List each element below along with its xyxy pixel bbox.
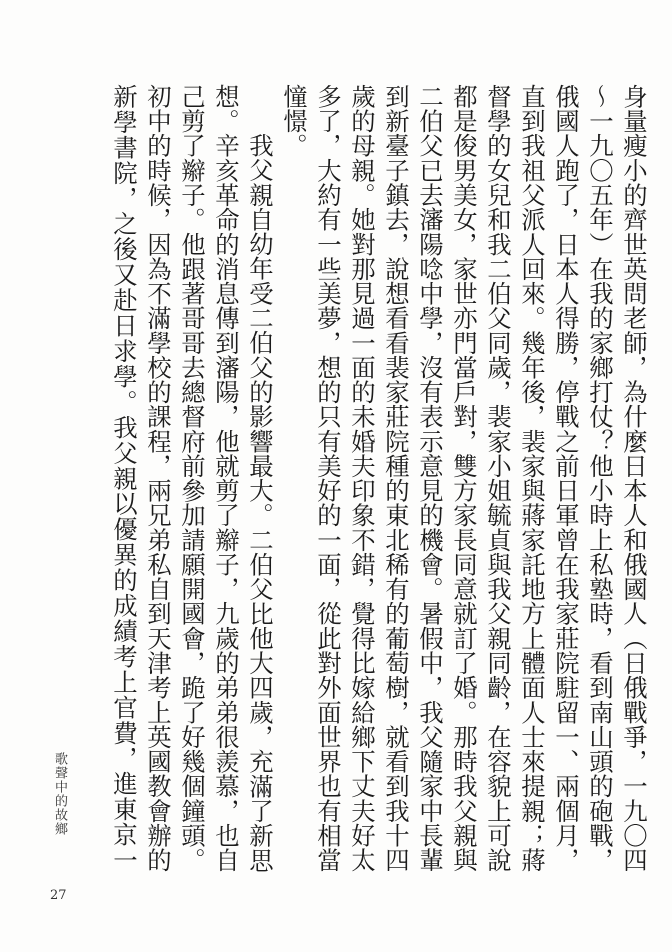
paragraph-1: 身量瘦小的齊世英問老師，為什麼日本人和俄國人（日俄戰爭，一九〇四～一九〇五年）在我的家鄉打仗？他小時上私塾時，看到南山頭的砲戰，俄國人跑了，日本人得勝，停戰之前日軍曾在我家莊院駐留一、兩個月，直到我祖父派人回來。幾年後，裴家與蔣家託地方上體面人士來提親；蔣督學的女兒和我二伯父同歲，裴家小姐毓貞與我父親同齡，在容貌上可說都是俊男美女，家世亦門當戶對，雙方家長同意就訂了婚。那時我父親與二伯父已去瀋陽唸中學，沒有表示意見的機會。暑假中，我父隨家中長輩到新臺子鎮去，說想看看裴家莊院種的東北稀有的葡萄樹，就看到我十四歲的母親。她對那見過一面的未婚夫印象不錯，覺得比嫁給鄉下丈夫好太多了，大約有一些美夢，想的只有美好的一面，從此對外面世界也有相當憧憬。: [279, 84, 648, 872]
running-head: 歌聲中的故鄉: [52, 752, 67, 836]
body-text: [105, 84, 650, 872]
paragraph-2: 我父親自幼年受二伯父的影響最大。二伯父比他大四歲，充滿了新思想。辛亥革命的消息傳到瀋陽，他就剪了辮子，九歲的弟弟很羨慕，也自己剪了辮子。他跟著哥哥去總督府前參加請願開國會，跪了好幾個鐘頭。初中的時候，因為不滿學校的課程，兩兄弟私自到天津考上英國教會辦的新學書院，之後又赴日求學。我父親以優異的成績考上官費，進東京一: [109, 84, 274, 872]
page-number: 27: [50, 888, 67, 903]
